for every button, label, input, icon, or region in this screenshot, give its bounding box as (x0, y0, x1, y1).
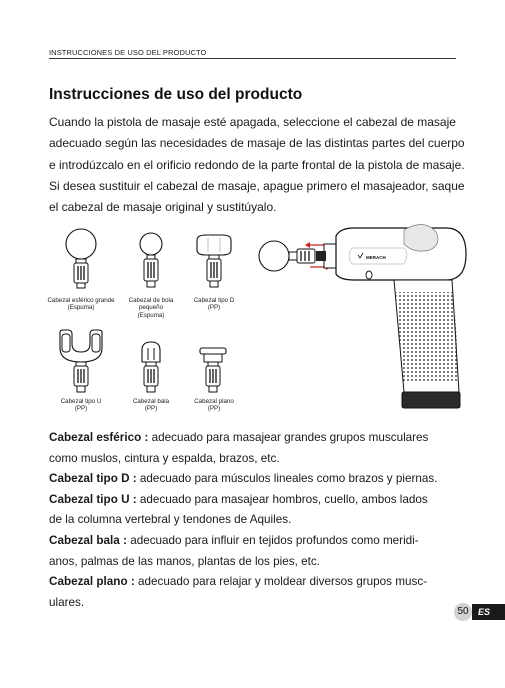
u-type-head-illustration (56, 330, 106, 400)
language-tag: ES (472, 604, 505, 620)
description-line: anos, palmas de las manos, plantas de los pies, etc. (49, 554, 320, 568)
description-line: Cabezal tipo D : adecuado para músculos lineales como brazos y piernas. (49, 472, 438, 486)
description-line: Cabezal esférico : adecuado para masajear grandes grupos musculares (49, 431, 429, 444)
head-caption: Cabezal tipo U (PP) (60, 398, 102, 413)
head-descriptions (49, 428, 489, 613)
head-caption: Cabezal plano (PP) (194, 398, 234, 413)
running-header: INSTRUCCIONES DE USO DEL PRODUCTO (49, 48, 207, 57)
head-caption: Cabezal de bola pequeño (Espuma) (128, 297, 174, 319)
description-line: ulares. (49, 595, 85, 609)
head-caption: Cabezal bala (PP) (132, 398, 170, 413)
description-line: Cabezal tipo U : adecuado para masajear hombros, cuello, ambos lados (49, 492, 428, 506)
page-title: Instrucciones de uso del producto (49, 86, 303, 103)
large-spherical-head-illustration (64, 228, 98, 298)
head-caption: Cabezal esférico grande (Espuma) (47, 297, 115, 312)
intro-line: e introdúzcalo en el orificio redondo de la parte frontal de la pistola de masaje. (49, 157, 465, 172)
description-line: Cabezal plano : adecuado para relajar y moldear diversos grupos musc- (49, 575, 428, 589)
intro-paragraph (49, 112, 479, 218)
head-caption: Cabezal tipo D (PP) (193, 297, 235, 312)
intro-line: adecuado según las necesidades de masaje de las distintas partes del cuerpo (49, 136, 465, 151)
description-line: Cabezal bala : adecuado para influir en tejidos profundos como meridi- (49, 533, 419, 547)
flat-head-illustration (198, 344, 228, 400)
description-line: de la columna vertebral y tendones de Aquiles. (49, 513, 292, 527)
description-line: como muslos, cintura y espalda, brazos, etc. (49, 451, 280, 465)
page-number: 50 (454, 603, 472, 621)
intro-line: Si desea sustituir el cabezal de masaje, apague primero el masajeador, saque (49, 178, 465, 193)
massage-gun-illustration (254, 222, 479, 412)
brand-logo-text: MERACH (366, 255, 386, 260)
bullet-head-illustration (138, 340, 164, 400)
small-ball-head-illustration (136, 232, 166, 298)
intro-line: Cuando la pistola de masaje esté apagada, seleccione el cabezal de masaje (49, 115, 456, 129)
intro-line: el cabezal de masaje original y sustitúyalo. (49, 200, 277, 215)
header-rule (49, 58, 456, 59)
d-type-head-illustration (194, 234, 234, 296)
